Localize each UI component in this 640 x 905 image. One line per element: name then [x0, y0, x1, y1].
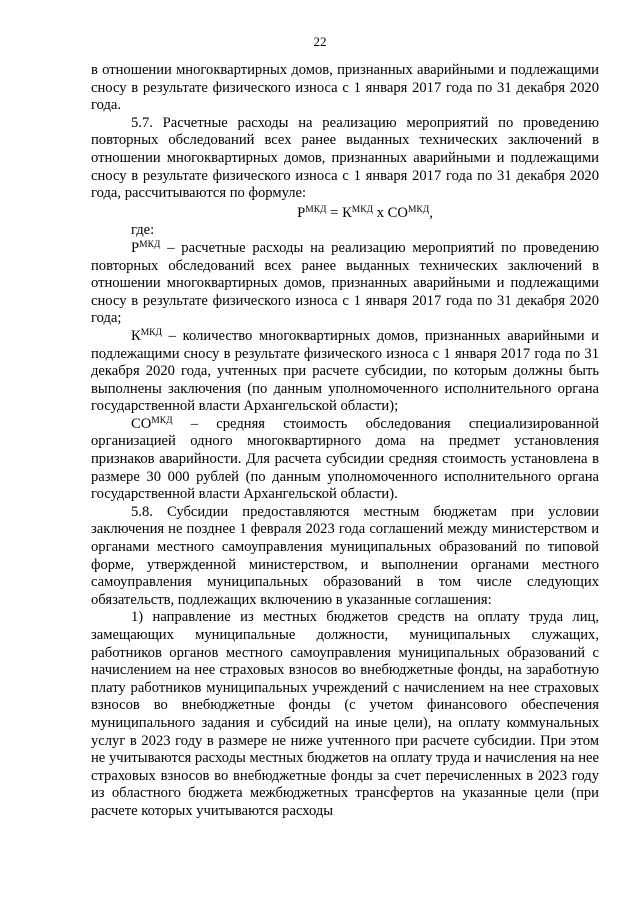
def-p-sup: МКД — [139, 239, 161, 250]
def-p-text: – расчетные расходы на реализацию мероприятий по проведению повторных обследований всех ранее выданных технических заключений в отношении многоквартирных домов, признанных аварийными и подлежащими сносу в результате физического износа с 1 января 2017 года по 31 декабря 2020 года; — [91, 239, 599, 327]
where-label: где: — [131, 222, 155, 239]
formula-end: , — [429, 204, 433, 221]
definition-co — [91, 416, 599, 504]
formula-co-sup: МКД — [407, 204, 430, 215]
def-k-sup: МКД — [140, 327, 162, 338]
formula-p: Р — [297, 204, 306, 221]
formula-k-sup: МКД — [351, 204, 374, 215]
formula-p-sup: МКД — [305, 204, 327, 215]
definition-k — [91, 328, 599, 416]
paragraph-item-1: 1) направление из местных бюджетов средств на оплату труда лиц, замещающих муниципальные должности, муниципальных служащих, работников органов местного самоуправления муниципальных образований с начислением на нее страховых взносов во внебюджетные фонды, на заработную плату работников муниципальных учреждений с начислением на нее страховых взносов во внебюджетные фонды (с учетом финансового обеспечения муниципального задания и субсидий на иные цели), на оплату коммунальных услуг в 2023 году в размере не ниже учтенного при расчете субсидии. При этом не учитываются расходы местных бюджетов на оплату труда и начисления на нее страховых взносов во внебюджетные фонды за счет перечисленных в 2023 году из областного бюджета межбюджетных трансфертов на указанные цели (при расчете которых учитываются расходы — [91, 609, 599, 819]
paragraph-5-7: 5.7. Расчетные расходы на реализацию мероприятий по проведению повторных обследований всех ранее выданных технических заключений в отношении многоквартирных домов, признанных аварийными и подлежащими сносу в результате физического износа с 1 января 2017 года по 31 декабря 2020 года, рассчитываются по формуле: — [91, 114, 599, 202]
document-body — [91, 62, 599, 821]
paragraph-5-8: 5.8. Субсидии предоставляются местным бюджетам при условии заключения не позднее 1 февраля 2023 года соглашений между министерством и органами местного самоуправления муниципальных образований по типовой форме, утвержденной министерством, и выполнении органами местного самоуправления муниципальных образований в том числе следующих обязательств, подлежащих включению в указанные соглашения: — [91, 503, 599, 608]
def-co-sup: МКД — [151, 415, 173, 426]
definition-p — [91, 240, 599, 328]
formula — [91, 205, 599, 223]
formula-co: СО — [387, 204, 408, 221]
page-number: 22 — [313, 34, 327, 49]
formula-times: х — [373, 204, 388, 221]
def-co-text: – средняя стоимость обследования специализированной организацией одного многоквартирного дома на предмет установления признаков аварийности. Для расчета субсидии средняя стоимость установлена в размере 30 000 рублей (по данным уполномоченного исполнительного органа государственной власти Архангельской области). — [91, 415, 599, 503]
def-k-text: – количество многоквартирных домов, признанных аварийными и подлежащими сносу в результате физического износа с 1 января 2017 года по 31 декабря 2020 года, учтенных при расчете субсидии, по которым должны быть выполнены заключения (по данным уполномоченного исполнительного органа государственной власти Архангельской области); — [91, 327, 599, 415]
def-p-symbol: Р — [131, 239, 140, 256]
formula-k: К — [342, 204, 352, 221]
formula-eq: = — [326, 204, 343, 221]
def-k-symbol: К — [131, 327, 141, 344]
def-co-symbol: СО — [131, 415, 152, 432]
paragraph-continuation: в отношении многоквартирных домов, признанных аварийными и подлежащими сносу в результате физического износа с 1 января 2017 года по 31 декабря 2020 года. — [91, 62, 599, 114]
